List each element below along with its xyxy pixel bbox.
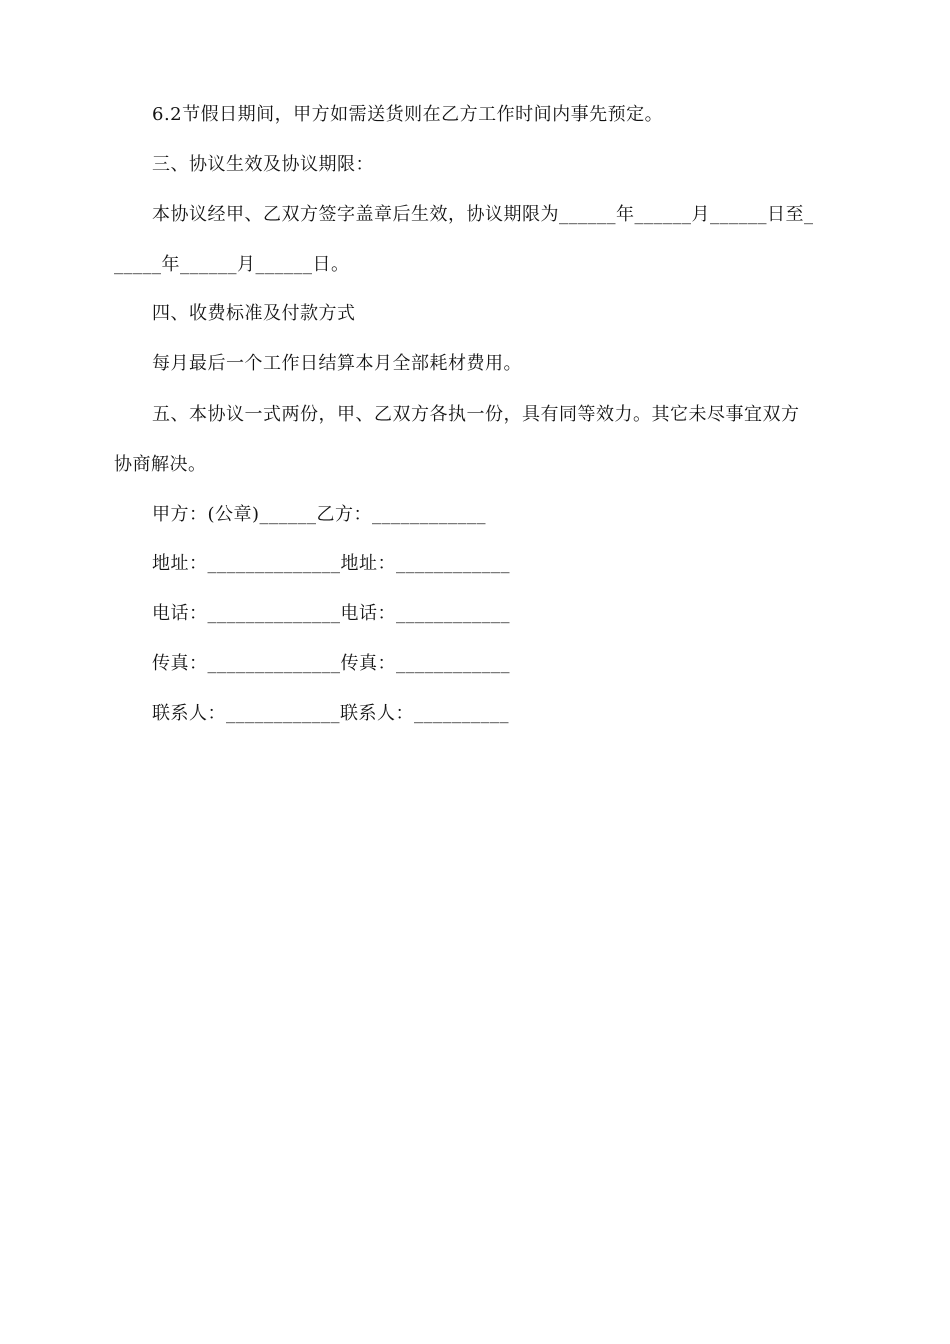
validity-term-line-2: _____年______月______日。 [114,254,350,275]
section-3-heading: 三、协议生效及协议期限： [152,154,374,175]
section-4-heading: 四、收费标准及付款方式 [152,303,356,324]
signature-phone-line: 电话：______________电话：____________ [152,603,510,624]
signature-fax-line: 传真：______________传真：____________ [152,653,510,674]
payment-terms: 每月最后一个工作日结算本月全部耗材费用。 [152,353,522,374]
signature-address-line: 地址：______________地址：____________ [152,553,510,574]
section-5-line-2: 协商解决。 [114,454,207,475]
signature-party-line: 甲方：(公章)______乙方：____________ [152,504,487,525]
section-5-line-1: 五、本协议一式两份，甲、乙双方各执一份，具有同等效力。其它未尽事宜双方 [152,404,800,425]
clause-6-2: 6.2节假日期间，甲方如需送货则在乙方工作时间内事先预定。 [152,104,664,125]
validity-term-line-1: 本协议经甲、乙双方签字盖章后生效，协议期限为______年______月______日至_ [152,204,814,225]
signature-contact-line: 联系人：____________联系人：__________ [152,703,509,724]
